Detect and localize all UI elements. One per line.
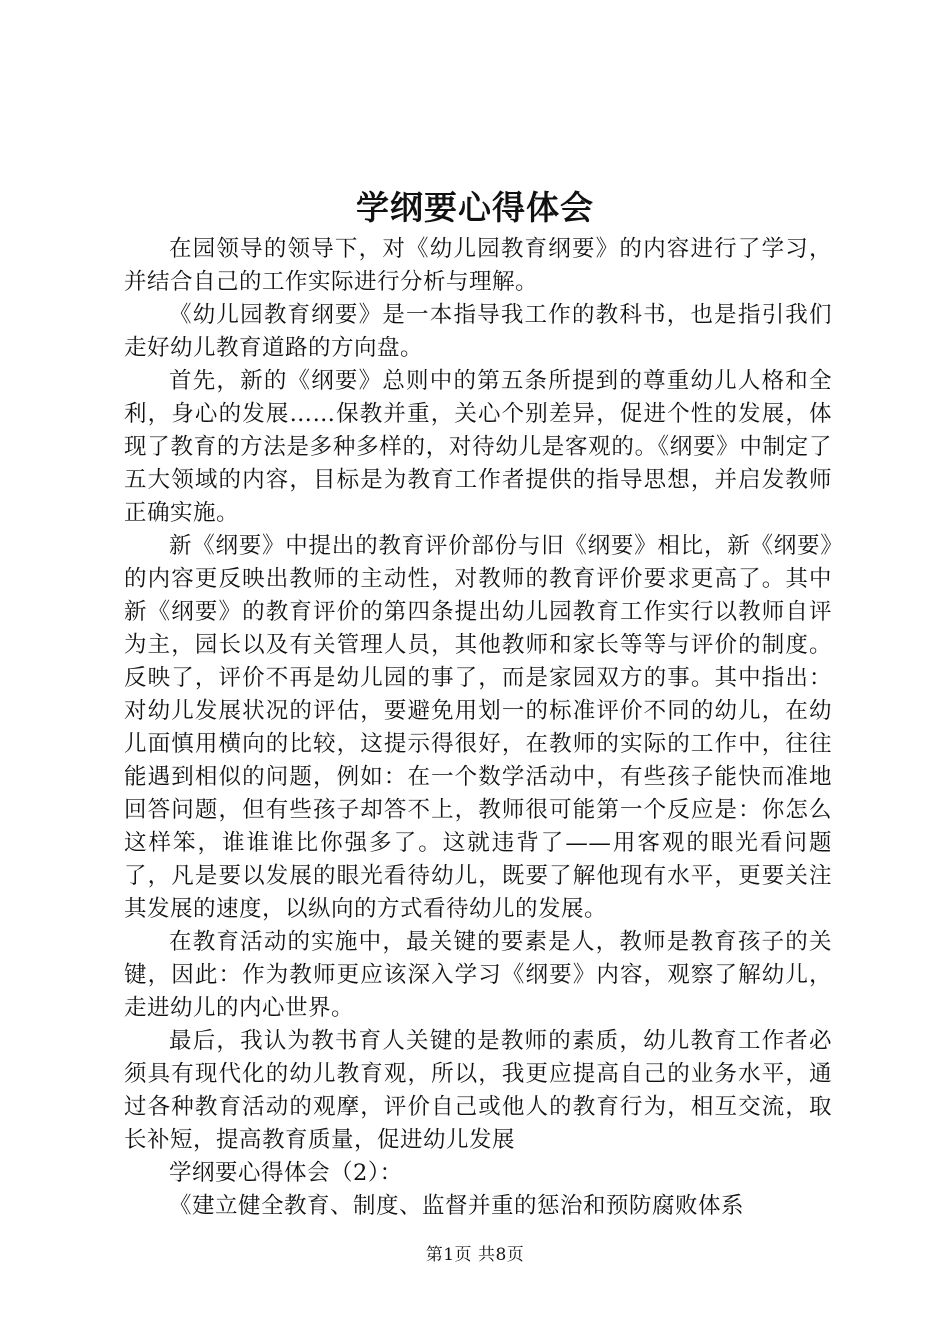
paragraph: 在园领导的领导下，对《幼儿园教育纲要》的内容进行了学习，并结合自己的工作实际进行分析与理解。 — [124, 236, 832, 295]
section-heading: 学纲要心得体会（2）： — [169, 1160, 403, 1186]
document-title: 学纲要心得体会 — [356, 188, 594, 227]
paragraph: 《建立健全教育、制度、监督并重的惩治和预防腐败体系 — [169, 1193, 745, 1219]
paragraph: 在教育活动的实施中，最关键的要素是人，教师是教育孩子的关键，因此：作为教师更应该深入学习《纲要》内容，观察了解幼儿，走进幼儿的内心世界。 — [124, 929, 832, 1021]
page-number-footer: 第1页 共8页 — [425, 1245, 525, 1265]
paragraph: 《幼儿园教育纲要》是一本指导我工作的教科书，也是指引我们走好幼儿教育道路的方向盘。 — [124, 302, 832, 361]
document-body — [124, 233, 832, 1223]
paragraph: 新《纲要》中提出的教育评价部份与旧《纲要》相比，新《纲要》的内容更反映出教师的主动性，对教师的教育评价要求更高了。其中新《纲要》的教育评价的第四条提出幼儿园教育工作实行以教师自评为主，园长以及有关管理人员，其他教师和家长等等与评价的制度。反映了，评价不再是幼儿园的事了，而是家园双方的事。其中指出：对幼儿发展状况的评估，要避免用划一的标准评价不同的幼儿，在幼儿面慎用横向的比较，这提示得很好，在教师的实际的工作中，往往能遇到相似的问题，例如：在一个数学活动中，有些孩子能快而准地回答问题，但有些孩子却答不上，教师很可能第一个反应是：你怎么这样笨，谁谁谁比你强多了。这就违背了——用客观的眼光看问题了，凡是要以发展的眼光看待幼儿，既要了解他现有水平，更要关注其发展的速度，以纵向的方式看待幼儿的发展。 — [124, 533, 832, 922]
paragraph: 首先，新的《纲要》总则中的第五条所提到的尊重幼儿人格和全利，身心的发展……保教并重，关心个别差异，促进个性的发展，体现了教育的方法是多种多样的，对待幼儿是客观的。《纲要》中制定了五大领域的内容，目标是为教育工作者提供的指导思想，并启发教师正确实施。 — [124, 368, 832, 526]
paragraph: 最后，我认为教书育人关键的是教师的素质，幼儿教育工作者必须具有现代化的幼儿教育观，所以，我更应提高自己的业务水平，通过各种教育活动的观摩，评价自己或他人的教育行为，相互交流，取长补短，提高教育质量，促进幼儿发展 — [124, 1028, 832, 1153]
